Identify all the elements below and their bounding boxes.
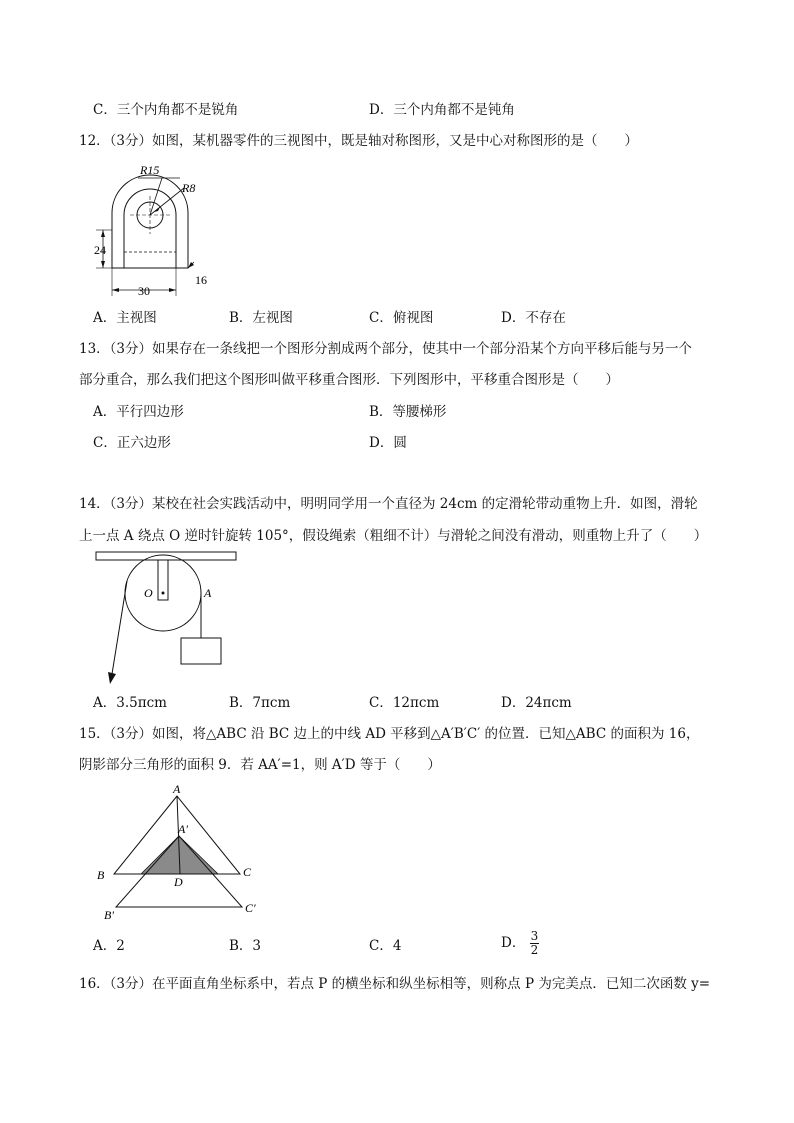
q15-option-d-numerator: 3 <box>530 929 539 943</box>
q14-stem-line2: 上一点 A 绕点 O 逆时针旋转 105°，假设绳索（粗细不计）与滑轮之间没有滑动，则重物上升了（ ） <box>79 528 708 544</box>
q13-stem-line2: 部分重合，那么我们把这个图形叫做平移重合图形．下列图形中，平移重合图形是（ ） <box>79 372 619 388</box>
q12-label-r15: R15 <box>140 163 160 177</box>
q15-option-c[interactable]: C．4 <box>369 938 402 954</box>
q14-label-a: A <box>204 586 212 600</box>
q13-stem-line1: 13．（3分）如果存在一条线把一个图形分割成两个部分，使其中一个部分沿某个方向平移后能与另一个 <box>79 341 693 357</box>
q15-option-d-prefix: D． <box>501 935 526 951</box>
q15-label-c: C <box>243 865 252 879</box>
q11-option-c[interactable]: C．三个内角都不是锐角 <box>93 102 239 118</box>
q16-stem: 16．（3分）在平面直角坐标系中，若点 P 的横坐标和纵坐标相等，则称点 P 为完美点．已知二次函数 y= <box>79 976 711 992</box>
q15-label-a: A <box>173 782 181 796</box>
q12-option-a[interactable]: A．主视图 <box>93 310 157 326</box>
q13-option-b[interactable]: B．等腰梯形 <box>369 404 447 420</box>
q15-stem-line2: 阴影部分三角形的面积 9．若 AA′=1，则 A′D 等于（ ） <box>79 757 441 773</box>
q14-option-c[interactable]: C．12πcm <box>369 695 440 711</box>
q14-option-a[interactable]: A．3.5πcm <box>93 695 167 711</box>
q14-label-o: O <box>144 586 153 600</box>
q12-stem: 12．（3分）如图，某机器零件的三视图中，既是轴对称图形，又是中心对称图形的是（ ） <box>79 133 639 149</box>
q15-label-d: D <box>174 875 183 889</box>
q12-three-view-figure <box>94 158 224 298</box>
q12-option-d[interactable]: D．不存在 <box>501 310 566 326</box>
q13-option-a[interactable]: A．平行四边形 <box>93 404 184 420</box>
q15-stem-line1: 15．（3分）如图，将△ABC 沿 BC 边上的中线 AD 平移到△A′B′C′ 的位置．已知△ABC 的面积为 16， <box>79 726 700 742</box>
q15-option-d-fraction <box>530 930 540 957</box>
q15-option-d-denominator: 2 <box>530 943 539 957</box>
q14-option-b[interactable]: B．7πcm <box>229 695 291 711</box>
q15-option-a[interactable]: A．2 <box>93 938 125 954</box>
q15-option-b[interactable]: B．3 <box>229 938 262 954</box>
q12-label-24: 24 <box>94 243 106 257</box>
q13-option-c[interactable]: C．正六边形 <box>93 435 171 451</box>
q12-label-r8: R8 <box>182 181 196 195</box>
q12-label-30: 30 <box>138 284 150 298</box>
q12-option-c[interactable]: C．俯视图 <box>369 310 434 326</box>
q15-label-b: B <box>97 868 105 882</box>
q15-translated-triangles-figure <box>94 782 269 922</box>
q14-option-d[interactable]: D．24πcm <box>501 695 572 711</box>
q11-option-d[interactable]: D．三个内角都不是钝角 <box>369 102 515 118</box>
q15-option-d[interactable] <box>501 930 539 957</box>
q15-label-a-prime: A′ <box>178 822 188 836</box>
q15-label-b-prime: B′ <box>104 908 114 922</box>
q12-option-b[interactable]: B．左视图 <box>229 310 293 326</box>
q12-label-16: 16 <box>195 273 207 287</box>
q14-pulley-figure <box>94 550 244 690</box>
q15-label-c-prime: C′ <box>245 901 256 915</box>
q13-option-d[interactable]: D．圆 <box>369 435 407 451</box>
q14-stem-line1: 14．（3分）某校在社会实践活动中，明明同学用一个直径为 24cm 的定滑轮带动重物上升．如图，滑轮 <box>79 496 698 512</box>
